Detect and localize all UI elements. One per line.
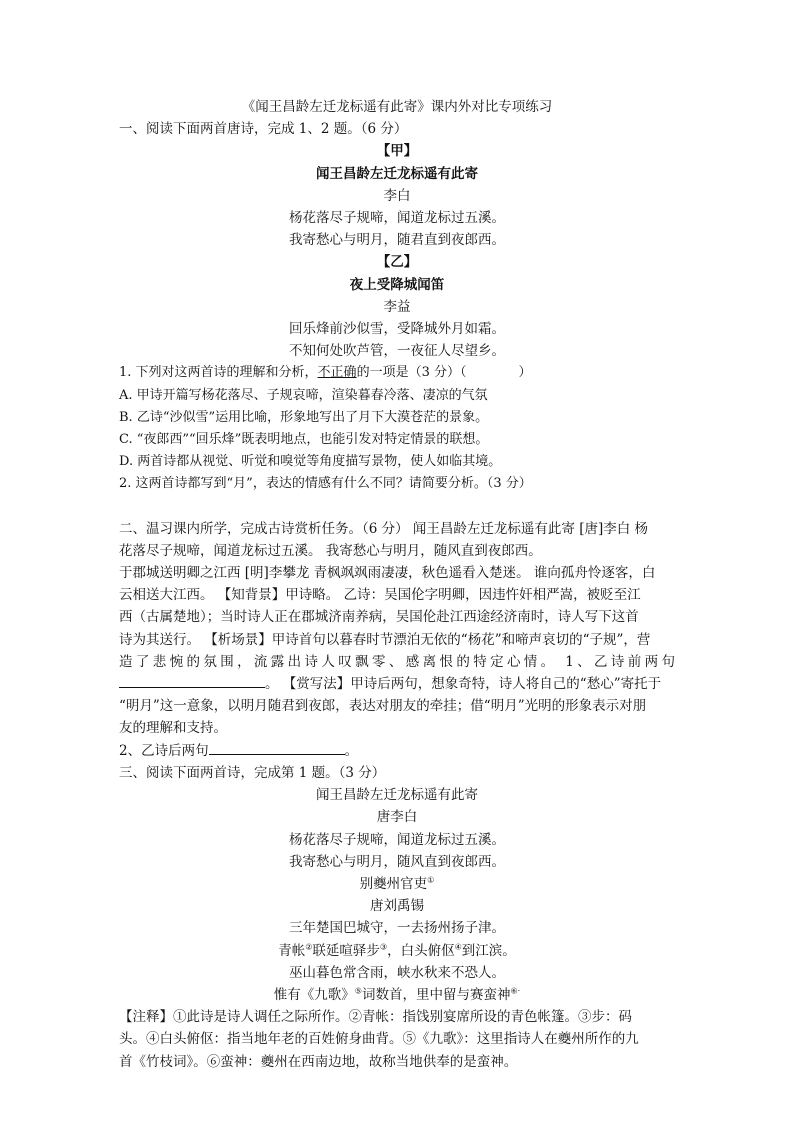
section-2-line: 西（古属楚地）；当时诗人正在郡城济南养病，吴国伦赴江西途经济南时，诗人写下这首 xyxy=(119,609,639,626)
section-2-line-text: 。 【赏写法】甲诗后两句，想象奇特，诗人将自己的“愁心”寄托于 xyxy=(265,676,662,693)
poem-text: 词数首，里中留与赛蛮神 xyxy=(361,986,511,1003)
question-1 xyxy=(119,362,675,384)
annotation-line: 头。④白头俯伛：指当地年老的百姓俯身曲背。⑤《九歌》：这里指诗人在夔州所作的九 xyxy=(119,1031,639,1048)
option-c: C. “夜郎西”“回乐烽”既表明地点，也能引发对特定情景的联想。 xyxy=(119,432,489,448)
poem-jia-line: 杨花落尽子规啼，闻道龙标过五溪。 xyxy=(289,210,505,227)
option-b: B. 乙诗“沙似雪”运用比喻，形象地写出了月下大漠苍茫的景象。 xyxy=(119,409,489,425)
poem-3b-author: 唐刘禹锡 xyxy=(370,898,424,915)
section-2-answer-line xyxy=(119,673,675,695)
footnote-marker: ② xyxy=(305,942,313,952)
footnote-marker: ⑥· xyxy=(510,986,521,996)
footnote-marker: ④ xyxy=(454,942,462,952)
annotation-line: 【注释】①此诗是诗人调任之际所作。②青帐：指饯别宴席所设的青色帐篷。③步：码 xyxy=(119,1009,632,1026)
poem-jia-title: 闻王昌龄左迁龙标遥有此寄 xyxy=(316,165,478,182)
question-1-emphasis: 不正确 xyxy=(317,365,357,381)
poem-3b-title-text: 别夔州官吏 xyxy=(359,875,428,892)
poem-3a-title: 闻王昌龄左迁龙标遥有此寄 xyxy=(316,787,478,804)
section-2-line: 诗为其送行。 【析场景】甲诗首句以暮春时节漂泊无依的“杨花”和啼声哀切的“子规”，营 xyxy=(119,631,651,648)
poem-3a-line: 我寄愁心与明月，随风直到夜郎西。 xyxy=(289,853,505,870)
poem-text: 惟有《九歌》 xyxy=(273,986,355,1003)
poem-3b-line: 巫山暮色常含雨，峡水秋来不恐人。 xyxy=(289,964,505,981)
section-2-line: 花落尽子规啼，闻道龙标过五溪。 我寄愁心与明月，随风直到夜郎西。 xyxy=(119,542,542,559)
poem-text: ，白头俯伛 xyxy=(387,942,455,959)
poem-3b-line: 三年楚国巴城守，一去扬州扬子津。 xyxy=(289,920,505,937)
poem-3b-line xyxy=(119,984,675,1006)
section-2-line: 于郡城送明卿之江西 [明]李攀龙 青枫飒飒雨凄凄，秋色遥看入楚迷。 谁向孤舟怜逐客，白 xyxy=(119,565,656,582)
option-d: D. 两首诗都从视觉、听觉和嗅觉等角度描写景物，使人如临其境。 xyxy=(119,454,502,470)
poem-jia-label: 【甲】 xyxy=(376,143,418,160)
section-2-line: 造了悲惋的氛围，流露出诗人叹飘零、感离恨的特定心情。 1、乙诗前两句 xyxy=(119,653,675,670)
poem-3a-author: 唐李白 xyxy=(376,809,418,826)
poem-text: 联延喧驿步 xyxy=(312,942,380,959)
poem-yi-author: 李益 xyxy=(383,298,411,315)
section-2-question-2 xyxy=(119,740,675,762)
poem-text: 到江滨。 xyxy=(461,942,516,959)
poem-jia-author: 李白 xyxy=(383,187,411,204)
footnote-marker: ① xyxy=(427,875,435,885)
poem-yi-title: 夜上受降城闻笛 xyxy=(349,276,445,293)
poem-3b-title xyxy=(119,873,675,895)
option-a: A. 甲诗开篇写杨花落尽、子规哀啼，渲染暮春冷落、凄凉的气氛 xyxy=(119,387,488,403)
page-title: 《闻王昌龄左迁龙标遥有此寄》课内外对比专项练习 xyxy=(241,99,553,115)
section-2-line: “明月”这一意象，以明月随君到夜郎，表达对朋友的牵挂；借“明月”光明的形象表示对朋 xyxy=(119,698,647,715)
worksheet xyxy=(119,96,675,1073)
answer-blank-2[interactable] xyxy=(209,740,345,755)
poem-text: 青帐 xyxy=(278,942,306,959)
poem-3a-line: 杨花落尽子规啼，闻道龙标过五溪。 xyxy=(289,831,505,848)
section-2-line: 二、温习课内所学，完成古诗赏析任务。（6 分） 闻王昌龄左迁龙标遥有此寄 [唐]李白 杨 xyxy=(119,520,649,537)
section-2-line: 云相送大江西。 【知背景】甲诗略。 乙诗：吴国伦字明卿，因违忤奸相严嵩，被贬至江 xyxy=(119,587,641,604)
poem-yi-line: 回乐烽前沙似雪，受降城外月如霜。 xyxy=(289,321,505,338)
footnote-marker: ⑤ xyxy=(354,986,362,996)
poem-yi-label: 【乙】 xyxy=(376,254,418,271)
section-2-q2-text: 2、乙诗后两句 xyxy=(119,742,209,759)
question-1-text: 1. 下列对这两首诗的理解和分析， xyxy=(119,365,318,381)
section-3-heading: 三、阅读下面两首诗，完成第 1 题。（3 分） xyxy=(119,764,386,781)
question-2: 2. 这两首诗都写到“月”，表达的情感有什么不同？请简要分析。（3 分） xyxy=(119,476,532,492)
section-2-q2-end: 。 xyxy=(344,742,359,759)
section-2-line: 友的理解和支持。 xyxy=(119,720,227,737)
section-1-heading: 一、阅读下面两首唐诗，完成 1、2 题。（6 分） xyxy=(119,121,408,138)
question-1-text-end: 的一项是（3 分）（ ） xyxy=(356,365,532,381)
poem-3b-line xyxy=(119,940,675,962)
poem-yi-line: 不知何处吹芦管，一夜征人尽望乡。 xyxy=(289,343,505,360)
footnote-marker: ③ xyxy=(379,942,388,952)
poem-jia-line: 我寄愁心与明月，随君直到夜郎西。 xyxy=(289,232,505,249)
answer-blank-1[interactable] xyxy=(119,673,265,688)
annotation-line: 首《竹枝词》。⑥蛮神：夔州在西南边地，故称当地供奉的是蛮神。 xyxy=(119,1053,518,1070)
